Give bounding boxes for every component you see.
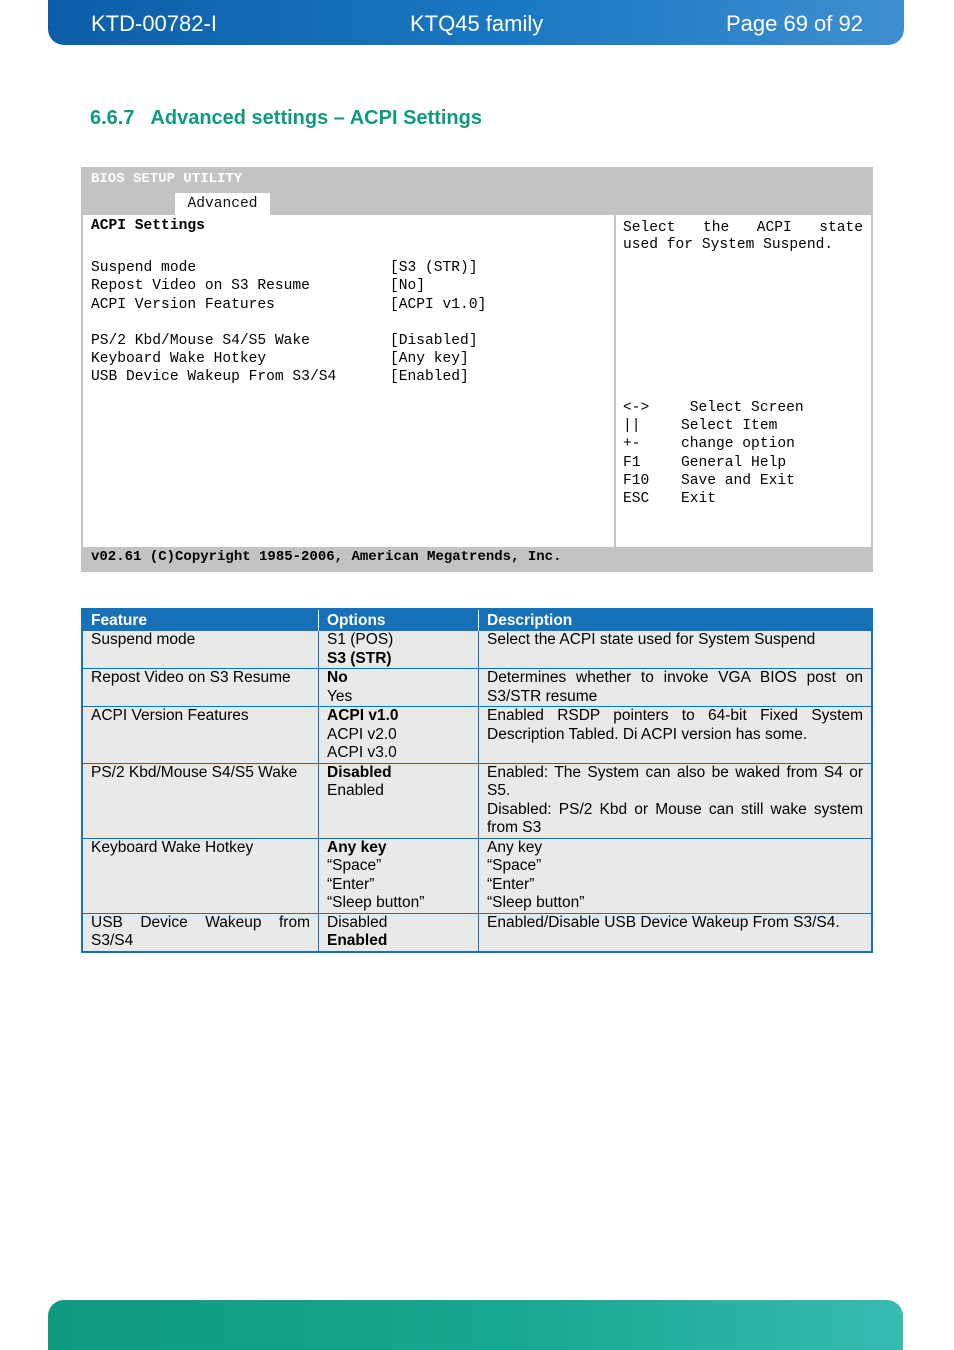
key-action: Save and Exit	[681, 473, 795, 489]
feature-cell: Keyboard Wake Hotkey	[82, 838, 319, 913]
product-family: KTQ45 family	[410, 11, 544, 36]
option-value: ACPI v1.0	[327, 707, 399, 724]
bios-help-panel	[616, 215, 871, 547]
key-hint	[623, 436, 795, 452]
feature-cell: USB Device Wakeup from S3/S4	[82, 913, 319, 952]
bios-setting-label: Repost Video on S3 Resume	[91, 278, 310, 294]
bios-panel-heading: ACPI Settings	[91, 218, 205, 234]
table-header-row	[82, 609, 872, 631]
option-value: “Sleep button”	[327, 894, 425, 911]
key-hint	[623, 400, 804, 416]
option-value: ACPI v3.0	[327, 744, 397, 761]
option-value: S3 (STR)	[327, 649, 392, 667]
feature-cell: PS/2 Kbd/Mouse S4/S5 Wake	[82, 763, 319, 838]
bios-setting-label: Keyboard Wake Hotkey	[91, 351, 267, 367]
key-hint	[623, 491, 716, 507]
options-cell	[319, 631, 479, 669]
bios-setting-value[interactable]: [Any key]	[390, 351, 469, 367]
option-value: Yes	[327, 687, 353, 705]
tab-advanced[interactable]: Advanced	[175, 193, 270, 215]
key-hint	[623, 418, 777, 434]
option-value: Enabled	[327, 782, 384, 799]
column-header: Description	[479, 609, 873, 631]
table-row	[82, 669, 872, 707]
key-hint	[623, 473, 795, 489]
column-header: Options	[319, 609, 479, 631]
description-cell	[479, 838, 873, 913]
page-number: Page 69 of 92	[725, 11, 863, 36]
key-action: Exit	[681, 491, 717, 507]
key-name: +-	[623, 436, 641, 452]
key-action: Select Screen	[681, 400, 804, 416]
table-row	[82, 707, 872, 764]
settings-table	[81, 608, 873, 953]
key-action: General Help	[681, 455, 787, 471]
key-name: ESC	[623, 491, 650, 507]
table-row	[82, 913, 872, 952]
feature-cell: ACPI Version Features	[82, 707, 319, 764]
option-value: Enabled	[327, 932, 388, 949]
description-line: “Space”	[487, 857, 542, 874]
key-action: change option	[681, 436, 795, 452]
description-line: Enabled: The System can also be waked from S4 or S5.	[487, 763, 863, 799]
bios-setting-value[interactable]: [S3 (STR)]	[390, 260, 478, 276]
description-cell: Determines whether to invoke VGA BIOS post on S3/STR resume	[479, 669, 873, 707]
key-action: Select Item	[681, 418, 778, 434]
bios-settings-panel	[83, 215, 614, 547]
description-line: “Enter”	[487, 875, 535, 893]
bios-copyright: v02.61 (C)Copyright 1985-2006, American Megatrends, Inc.	[91, 549, 562, 565]
bios-setting-label: PS/2 Kbd/Mouse S4/S5 Wake	[91, 333, 310, 349]
description-cell: Enabled/Disable USB Device Wakeup From S3/S4.	[479, 913, 873, 952]
description-cell: Enabled RSDP pointers to 64-bit Fixed System Description Tabled. Di ACPI version has some.	[479, 707, 873, 764]
bios-help-text: Select the ACPI state	[623, 220, 863, 236]
bios-setting-value[interactable]: [Enabled]	[390, 369, 469, 385]
document-id: KTD-00782-I	[91, 11, 217, 36]
options-cell	[319, 763, 479, 838]
feature-cell: Suspend mode	[82, 631, 319, 669]
bios-setting-label: ACPI Version Features	[91, 297, 275, 313]
bios-help-text: used for System Suspend.	[623, 237, 834, 253]
table-row	[82, 838, 872, 913]
key-hint	[623, 455, 786, 471]
bios-utility-title: BIOS SETUP UTILITY	[91, 171, 243, 187]
page-header	[48, 0, 904, 45]
options-cell	[319, 913, 479, 952]
bios-setting-value[interactable]: [Disabled]	[390, 333, 478, 349]
key-name: ||	[623, 418, 641, 434]
option-value: Any key	[327, 838, 387, 856]
option-value: “Enter”	[327, 875, 375, 893]
description-line: Disabled: PS/2 Kbd or Mouse can still wake system from S3	[487, 800, 863, 836]
key-name: F1	[623, 455, 641, 471]
table-row	[82, 631, 872, 669]
bios-setting-value[interactable]: [No]	[390, 278, 426, 294]
description-cell	[479, 763, 873, 838]
bios-setting-label: Suspend mode	[91, 260, 197, 276]
option-value: Disabled	[327, 763, 392, 781]
option-value: No	[327, 669, 348, 686]
option-value: S1 (POS)	[327, 631, 394, 648]
column-header: Feature	[82, 609, 319, 631]
option-value: “Space”	[327, 857, 382, 874]
table-row	[82, 763, 872, 838]
key-name: F10	[623, 473, 650, 489]
page-footer	[48, 1300, 903, 1350]
options-cell	[319, 707, 479, 764]
section-title: 6.6.7 Advanced settings – ACPI Settings	[90, 107, 482, 129]
description-cell: Select the ACPI state used for System Suspend	[479, 631, 873, 669]
options-cell	[319, 838, 479, 913]
description-line: “Sleep button”	[487, 894, 585, 911]
option-value: Disabled	[327, 913, 388, 931]
key-name: <->	[623, 400, 650, 416]
bios-screenshot	[81, 167, 873, 572]
option-value: ACPI v2.0	[327, 725, 397, 743]
options-cell	[319, 669, 479, 707]
feature-cell: Repost Video on S3 Resume	[82, 669, 319, 707]
description-line: Any key	[487, 838, 543, 856]
bios-setting-label: USB Device Wakeup From S3/S4	[91, 369, 337, 385]
bios-setting-value[interactable]: [ACPI v1.0]	[390, 297, 487, 313]
